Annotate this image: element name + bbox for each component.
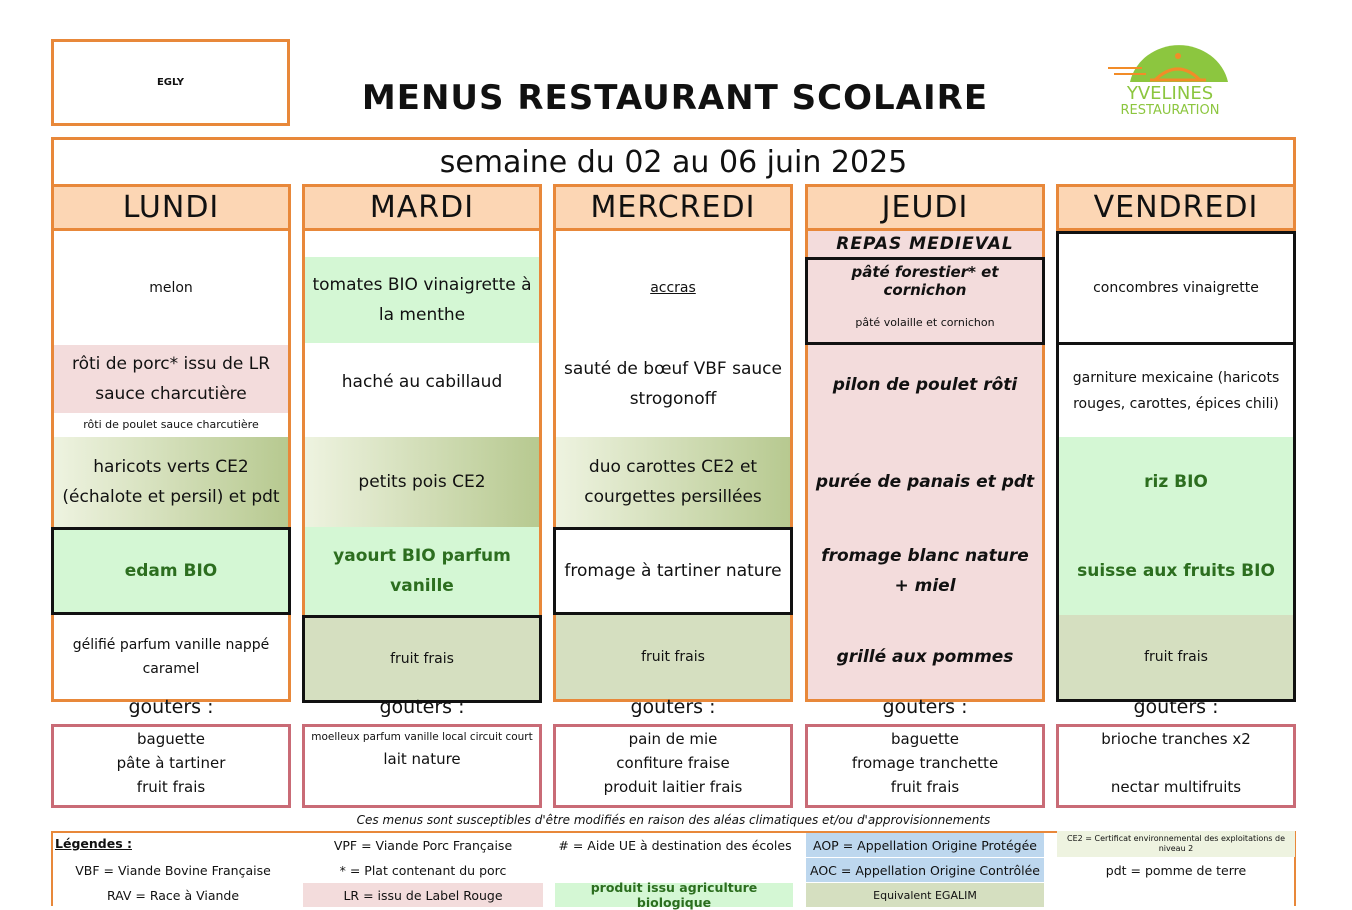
- legend-vpf: VPF = Viande Porc Française: [333, 837, 513, 853]
- gouters-label-mardi: gouters :: [379, 696, 465, 718]
- entree-alt-jeudi: pâté volaille et cornichon: [855, 316, 995, 329]
- laitier-vendredi: suisse aux fruits BIO: [1059, 527, 1293, 615]
- gouter-item: nectar multifruits: [1110, 778, 1242, 796]
- gouter-item: moelleux parfum vanille local circuit court: [311, 731, 533, 743]
- plat-mardi: haché au cabillaud: [341, 372, 503, 392]
- week-label: semaine du 02 au 06 juin 2025: [439, 145, 908, 180]
- accompagnement-jeudi: purée de panais et pdt: [815, 472, 1035, 492]
- legend-porc: * = Plat contenant du porc: [339, 862, 507, 878]
- laitier-lundi: edam BIO: [51, 527, 291, 615]
- gouter-item: baguette: [891, 730, 959, 748]
- plat-mercredi: sauté de bœuf VBF sauce strogonoff: [564, 359, 782, 409]
- accompagnement-vendredi: riz BIO: [1059, 437, 1293, 527]
- entree-mardi: [305, 257, 539, 343]
- accompagnement-mercredi: duo carottes CE2 et courgettes persillées: [556, 437, 790, 527]
- dessert-mardi: fruit frais: [302, 615, 542, 703]
- legend-title: Légendes :: [55, 836, 132, 851]
- entree-jeudi: pâté forestier* et cornichon: [851, 263, 999, 299]
- dessert-mercredi: fruit frais: [556, 615, 790, 699]
- entree-jeudi-box: [805, 257, 1045, 345]
- day-header-mercredi: MERCREDI: [556, 187, 790, 231]
- disclaimer: Ces menus sont susceptibles d'être modifiés en raison des aléas climatiques et/ou d'approvisionnements: [356, 813, 991, 827]
- day-header-vendredi: VENDREDI: [1059, 187, 1293, 231]
- theme-jeudi: REPAS MEDIEVAL: [836, 234, 1014, 254]
- entree-mardi-text: tomates BIO vinaigrette à la menthe: [312, 275, 532, 325]
- day-header-mardi: MARDI: [305, 187, 539, 231]
- week-title: [51, 137, 1296, 185]
- entree-vendredi: concombres vinaigrette: [1056, 231, 1296, 345]
- gouters-label-lundi: gouters :: [128, 696, 214, 718]
- legend-bio: produit issu agriculture biologique: [555, 883, 793, 907]
- legend-egalim: Equivalent EGALIM: [806, 883, 1044, 907]
- gouters-label-jeudi: gouters :: [882, 696, 968, 718]
- day-column-vendredi: [1056, 184, 1296, 702]
- logo-text-restauration: RESTAURATION: [1120, 102, 1220, 118]
- school-name-box: [51, 39, 290, 126]
- legend-lr: LR = issu de Label Rouge: [303, 883, 543, 907]
- legend-ce2: CE2 = Certificat environnemental des exploitations de niveau 2: [1057, 831, 1295, 857]
- gouter-item: fromage tranchette: [851, 754, 999, 772]
- dessert-vendredi: fruit frais: [1059, 615, 1293, 699]
- entree-lundi: melon: [149, 280, 193, 296]
- legend-aop: AOP = Appellation Origine Protégée: [806, 833, 1044, 857]
- gouter-item: produit laitier frais: [603, 778, 743, 796]
- plat-lundi: rôti de porc* issu de LR sauce charcutière: [54, 345, 288, 413]
- laitier-mardi: yaourt BIO parfum vanille: [305, 527, 539, 615]
- accompagnement-lundi: haricots verts CE2 (échalote et persil) et pdt: [54, 437, 288, 527]
- gouter-item: fruit frais: [136, 778, 206, 796]
- laitier-mercredi: fromage à tartiner nature: [553, 527, 793, 615]
- gouter-item: brioche tranches x2: [1101, 730, 1251, 748]
- gouters-lundi: [51, 724, 291, 808]
- dessert-jeudi: grillé aux pommes: [836, 647, 1014, 667]
- legend-vbf: VBF = Viande Bovine Française: [75, 862, 271, 878]
- gouters-label-vendredi: gouters :: [1133, 696, 1219, 718]
- gouters-label-mercredi: gouters :: [630, 696, 716, 718]
- legend-pdt: pdt = pomme de terre: [1105, 862, 1247, 878]
- day-column-mardi: [302, 184, 542, 702]
- gouters-vendredi: [1056, 724, 1296, 808]
- yvelines-restauration-logo: [1100, 30, 1240, 125]
- entree-mercredi: accras: [650, 280, 696, 296]
- plat-jeudi: pilon de poulet rôti: [832, 375, 1018, 395]
- gouter-item: pain de mie: [628, 730, 718, 748]
- gouters-mercredi: [553, 724, 793, 808]
- day-header-lundi: LUNDI: [54, 187, 288, 231]
- dessert-lundi: gélifié parfum vanille nappé caramel: [72, 637, 270, 677]
- laitier-jeudi: fromage blanc nature + miel: [821, 546, 1029, 596]
- legend-aoc: AOC = Appellation Origine Contrôlée: [806, 858, 1044, 882]
- gouter-spacer: [1059, 751, 1293, 775]
- page-title: MENUS RESTAURANT SCOLAIRE: [361, 78, 989, 118]
- legend-rav: RAV = Race à Viande: [106, 887, 240, 903]
- plat-alt-lundi: rôti de poulet sauce charcutière: [83, 418, 259, 431]
- gouter-item: pâte à tartiner: [116, 754, 226, 772]
- day-header-jeudi: JEUDI: [808, 187, 1042, 231]
- legend-aide: # = Aide UE à destination des écoles: [558, 837, 792, 853]
- gouter-item: baguette: [137, 730, 205, 748]
- gouter-item: lait nature: [383, 750, 461, 768]
- day-column-mercredi: [553, 184, 793, 702]
- logo-text-yvelines: YVELINES: [1126, 82, 1214, 104]
- accompagnement-mardi: petits pois CE2: [305, 437, 539, 527]
- gouters-jeudi: [805, 724, 1045, 808]
- gouter-item: confiture fraise: [616, 754, 730, 772]
- day-column-jeudi: [805, 184, 1045, 702]
- day-column-lundi: [51, 184, 291, 702]
- gouters-mardi: [302, 724, 542, 808]
- school-name: EGLY: [156, 77, 185, 88]
- gouter-item: fruit frais: [890, 778, 960, 796]
- plat-vendredi: garniture mexicaine (haricots rouges, carottes, épices chili): [1072, 370, 1280, 412]
